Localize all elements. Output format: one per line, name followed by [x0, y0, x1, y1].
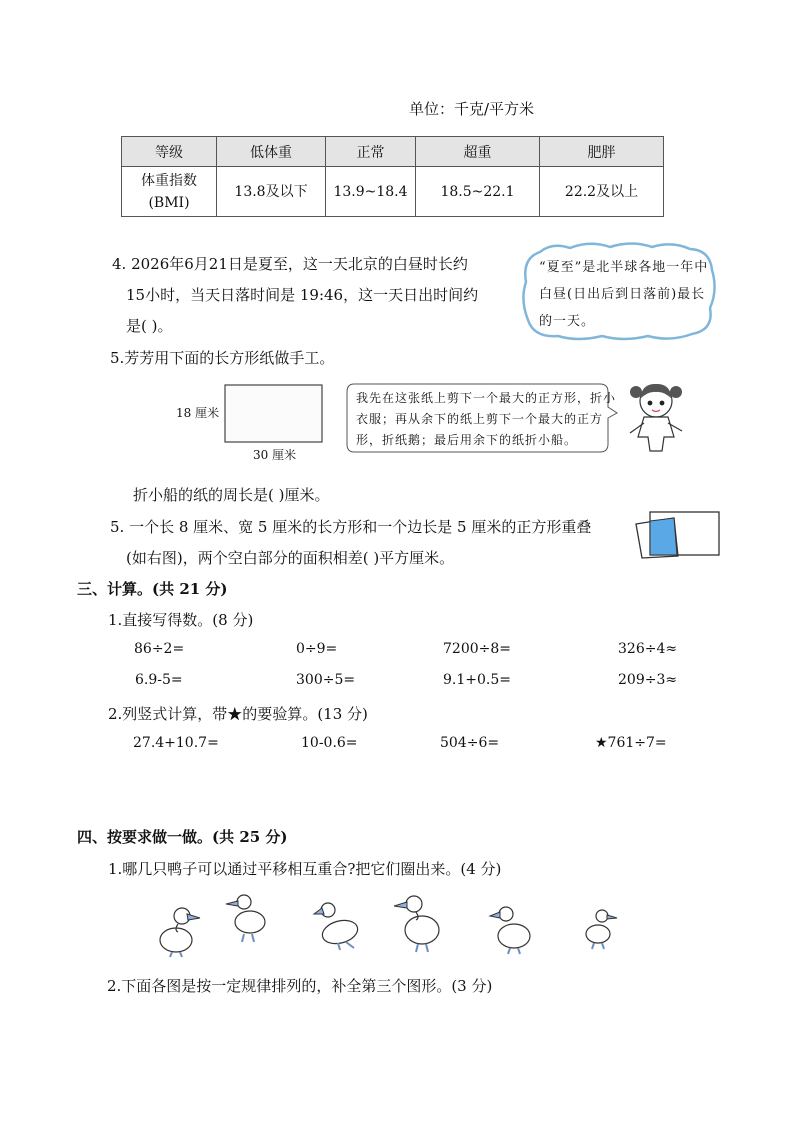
rectangle-paper-figure: [224, 384, 323, 443]
q5a-title: 5.芳芳用下面的长方形纸做手工。: [110, 349, 335, 367]
duck-icon: [488, 902, 538, 958]
table-cell: 18.5~22.1: [416, 167, 540, 217]
calc-item: 300÷5=: [296, 672, 356, 688]
bmi-table: [121, 136, 664, 217]
q4-line1: 4. 2026年6月21日是夏至，这一天北京的白昼时长约: [112, 255, 468, 273]
calc-item: 9.1+0.5=: [443, 672, 511, 688]
duck-icon: [580, 906, 620, 952]
ducks-row: [150, 888, 620, 960]
q5a-answer-line: 折小船的纸的周长是( )厘米。: [133, 486, 330, 504]
girl-icon: [624, 377, 688, 453]
calc-item: 7200÷8=: [443, 641, 511, 657]
q5b-line1: 5. 一个长 8 厘米、宽 5 厘米的长方形和一个边长是 5 厘米的正方形重叠: [110, 518, 592, 536]
calc-item: 10-0.6=: [301, 735, 358, 751]
table-cell: 13.8及以下: [217, 167, 326, 217]
calc-item: ★761÷7=: [595, 735, 667, 751]
section4-sub1: 1.哪几只鸭子可以通过平移相互重合?把它们圈出来。(4 分): [108, 860, 502, 878]
section3-sub1: 1.直接写得数。(8 分): [108, 611, 254, 629]
duck-icon: [394, 890, 444, 956]
overlap-figure: [630, 508, 722, 560]
calc-item: 6.9-5=: [135, 672, 183, 688]
unit-label: 单位：千克/平方米: [409, 100, 535, 118]
calc-item: 86÷2=: [134, 641, 185, 657]
q5b-line2: (如右图)，两个空白部分的面积相差( )平方厘米。: [126, 549, 455, 567]
duck-icon: [310, 896, 368, 952]
section3-sub2: 2.列竖式计算，带★的要验算。(13 分): [108, 705, 368, 723]
q4-line3: 是( )。: [126, 317, 173, 335]
table-cell: 13.9~18.4: [326, 167, 416, 217]
calc-item: 0÷9=: [296, 641, 338, 657]
section3-title: 三、计算。(共 21 分): [77, 580, 228, 598]
calc-item: 326÷4≈: [618, 641, 678, 657]
header-cell: 等级: [122, 137, 217, 167]
row-label-line1: 体重指数: [141, 172, 197, 189]
duck-icon: [154, 902, 204, 958]
bottom-length-label: 30 厘米: [253, 448, 297, 462]
table-cell: 22.2及以上: [540, 167, 664, 217]
table-header-row: [122, 137, 664, 167]
q4-line2: 15小时，当天日落时间是 19:46，这一天日出时间约: [126, 286, 479, 304]
section4-title: 四、按要求做一做。(共 25 分): [77, 828, 288, 846]
header-cell: 正常: [326, 137, 416, 167]
calc-item: 209÷3≈: [618, 672, 678, 688]
row-label: [122, 167, 217, 217]
row-label-line2: (BMI): [148, 194, 190, 211]
section4-sub2: 2.下面各图是按一定规律排列的，补全第三个图形。(3 分): [107, 977, 493, 995]
table-row: [122, 167, 664, 217]
header-cell: 低体重: [217, 137, 326, 167]
header-cell: 超重: [416, 137, 540, 167]
summer-solstice-note: “夏至”是北半球各地一年中白昼(日出后到日落前)最长的一天。: [539, 260, 709, 329]
calc-item: 504÷6=: [440, 735, 500, 751]
speech-bubble-text: 我先在这张纸上剪下一个最大的正方形，折小衣服；再从余下的纸上剪下一个最大的正方形，折纸鹅；最后用余下的纸折小船。: [356, 391, 617, 447]
calc-item: 27.4+10.7=: [133, 735, 219, 751]
side-length-label: 18 厘米: [176, 406, 220, 420]
header-cell: 肥胖: [540, 137, 664, 167]
duck-icon: [222, 892, 272, 948]
